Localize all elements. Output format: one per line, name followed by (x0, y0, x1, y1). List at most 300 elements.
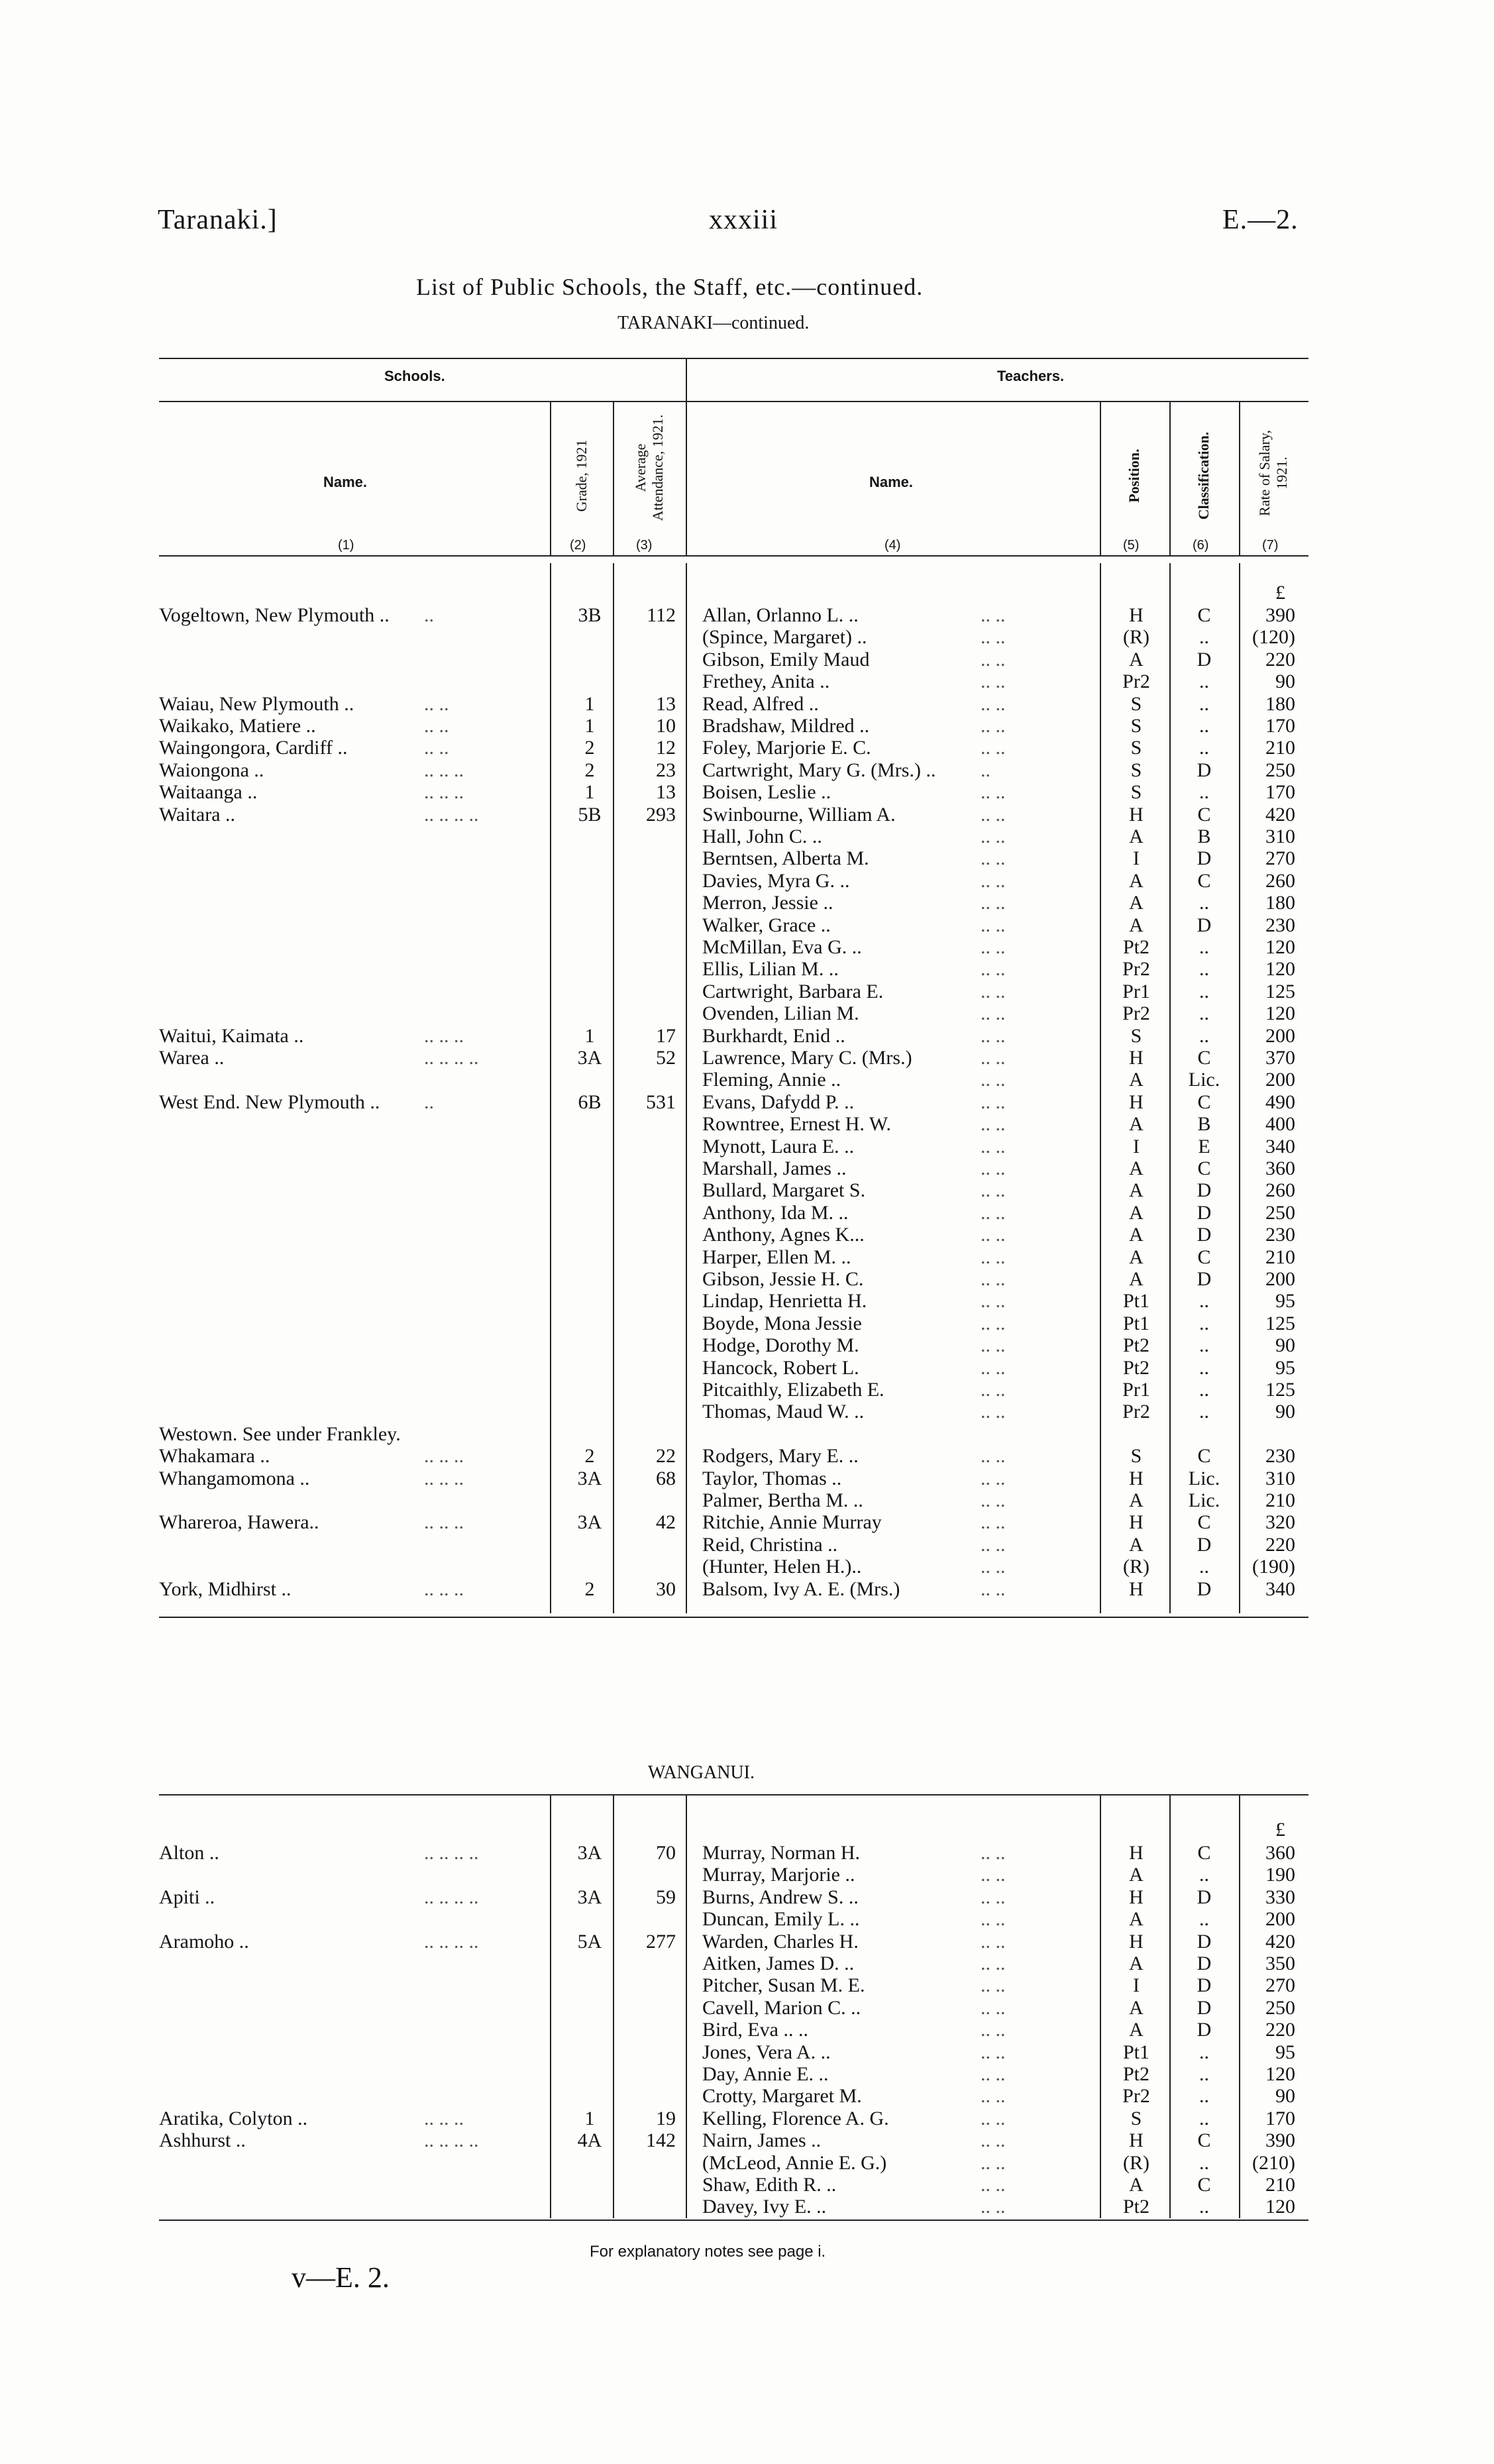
teacher-leader: .. .. (981, 1511, 1006, 1534)
school-leader: .. .. .. .. (424, 1842, 479, 1864)
position: I (1133, 847, 1140, 870)
table-row (0, 2041, 1494, 2063)
teacher-name: Reid, Christina .. (702, 1533, 838, 1556)
position: (R) (1123, 626, 1149, 649)
salary: 170 (1265, 2107, 1295, 2129)
teacher-leader: .. .. (981, 2041, 1006, 2063)
grade: 3A (577, 1842, 602, 1864)
table-row (0, 1268, 1494, 1290)
table-row (0, 1202, 1494, 1224)
teacher-name: Taylor, Thomas .. (702, 1467, 842, 1489)
teacher-name: Gibson, Jessie H. C. (702, 1268, 864, 1290)
position: Pt2 (1122, 2196, 1150, 2218)
classification: B (1197, 826, 1211, 847)
position: Pt1 (1122, 2041, 1150, 2063)
teacher-leader: .. .. (981, 1002, 1006, 1025)
classification: C (1197, 1157, 1211, 1179)
position: A (1129, 1201, 1144, 1224)
salary: 125 (1265, 1312, 1295, 1334)
table-row (0, 2063, 1494, 2085)
teacher-leader: .. .. (981, 1445, 1006, 1468)
currency-symbol-wanganui: £ (1275, 1819, 1285, 1841)
salary: 90 (1275, 670, 1295, 693)
col-num-4: (4) (884, 538, 901, 553)
teacher-leader: .. .. (981, 604, 1006, 626)
classification: .. (1199, 715, 1209, 737)
attendance: 52 (656, 1047, 676, 1069)
classification: C (1197, 604, 1211, 626)
classification-header: Classification. (1195, 431, 1212, 520)
classification: .. (1199, 1356, 1209, 1379)
school-leader: .. .. .. (424, 1445, 464, 1468)
salary: 260 (1265, 869, 1295, 892)
classification: D (1197, 1886, 1212, 1908)
classification: .. (1199, 1908, 1209, 1931)
classification: D (1197, 914, 1212, 936)
classification: .. (1199, 1556, 1209, 1578)
classification: C (1197, 1047, 1211, 1069)
table-row (0, 1179, 1494, 1201)
teacher-name: Swinbourne, William A. (702, 803, 896, 826)
teacher-leader: .. .. (981, 1996, 1006, 2019)
classification: D (1197, 1224, 1212, 1246)
footnote: For explanatory notes see page i. (590, 2243, 826, 2261)
table-row (0, 2019, 1494, 2041)
teacher-leader: .. .. (981, 1467, 1006, 1489)
position: Pt2 (1122, 1356, 1150, 1379)
table-row (0, 1091, 1494, 1113)
teacher-leader: .. .. (981, 936, 1006, 958)
table-row (0, 958, 1494, 980)
position: A (1129, 2174, 1144, 2196)
school-leader: .. .. .. (424, 781, 464, 804)
salary: 125 (1265, 1379, 1295, 1401)
salary: 420 (1265, 1930, 1295, 1953)
classification: D (1197, 847, 1212, 870)
table-row (0, 1069, 1494, 1091)
teacher-name: Davey, Ivy E. .. (702, 2196, 827, 2218)
teacher-leader: .. .. (981, 670, 1006, 693)
teacher-leader: .. .. (981, 2129, 1006, 2152)
teacher-name: Boyde, Mona Jessie (702, 1312, 862, 1334)
teacher-name: Crotty, Margaret M. (702, 2085, 862, 2108)
school-name: Alton .. (159, 1842, 219, 1864)
table-row (0, 1842, 1494, 1864)
salary: 310 (1265, 1467, 1295, 1489)
teacher-leader: .. .. (981, 1091, 1006, 1113)
table-row (0, 892, 1494, 914)
teacher-name: Nairn, James .. (702, 2129, 822, 2152)
teacher-leader: .. .. (981, 2151, 1006, 2174)
teacher-name: (Spince, Margaret) .. (702, 626, 867, 649)
position: Pt1 (1122, 1290, 1150, 1312)
teacher-name: Boisen, Leslie .. (702, 781, 831, 804)
salary: 170 (1265, 781, 1295, 804)
table-row (0, 936, 1494, 958)
school-name: Vogeltown, New Plymouth .. (159, 604, 390, 626)
salary: 320 (1265, 1511, 1295, 1534)
school-name: Aratika, Colyton .. (159, 2107, 308, 2129)
attendance: 23 (656, 759, 676, 781)
school-leader: .. .. .. .. (424, 1047, 479, 1069)
col-num-3: (3) (636, 538, 653, 553)
teacher-name: Lawrence, Mary C. (Mrs.) (702, 1047, 912, 1069)
attendance: 13 (656, 781, 676, 804)
school-name: Waitara .. (159, 803, 236, 826)
salary: 120 (1265, 1002, 1295, 1025)
position: Pr2 (1122, 2085, 1150, 2108)
salary: 210 (1265, 2174, 1295, 2196)
salary: 90 (1275, 2085, 1295, 2108)
table-row (0, 2152, 1494, 2174)
grade: 1 (584, 2107, 595, 2129)
table-row (0, 1113, 1494, 1135)
salary: 390 (1265, 2129, 1295, 2152)
teacher-name: Thomas, Maud W. .. (702, 1401, 865, 1423)
position: Pt2 (1122, 936, 1150, 958)
teacher-leader: .. .. (981, 1953, 1006, 1974)
position: S (1130, 715, 1142, 737)
salary: 360 (1265, 1157, 1295, 1179)
classification: C (1197, 1246, 1211, 1268)
teacher-leader: .. .. (981, 2107, 1006, 2129)
page-number: xxxiii (709, 205, 778, 235)
table-row (0, 804, 1494, 826)
table-row (0, 2085, 1494, 2107)
table-row (0, 914, 1494, 936)
salary: 250 (1265, 759, 1295, 781)
salary: 180 (1265, 892, 1295, 914)
school-name: Whareroa, Hawera.. (159, 1511, 319, 1534)
salary: 230 (1265, 1224, 1295, 1246)
position: H (1129, 604, 1144, 626)
attendance: 12 (656, 737, 676, 759)
position: A (1129, 1996, 1144, 2019)
teacher-name: Harper, Ellen M. .. (702, 1246, 851, 1268)
attendance: 17 (656, 1024, 676, 1047)
teacher-leader: .. (981, 759, 990, 781)
teacher-name: Pitcher, Susan M. E. (702, 1974, 865, 1997)
school-leader: .. .. .. (424, 1511, 464, 1534)
table-row (0, 1886, 1494, 1908)
teacher-leader: .. .. (981, 2196, 1006, 2218)
position: (R) (1123, 2151, 1149, 2174)
position: S (1130, 759, 1142, 781)
table-row (0, 604, 1494, 626)
school-name: Westown. See under Frankley. (159, 1422, 401, 1445)
school-leader: .. .. .. .. (424, 2129, 479, 2152)
position: A (1129, 1489, 1144, 1511)
table-row (0, 759, 1494, 781)
page-title: List of Public Schools, the Staff, etc.—continued. (416, 274, 924, 300)
teacher-name: Anthony, Ida M. .. (702, 1201, 849, 1224)
col-num-6: (6) (1193, 538, 1209, 553)
classification: C (1197, 869, 1211, 892)
school-leader: .. (424, 1091, 434, 1113)
salary: 95 (1275, 1290, 1295, 1312)
teacher-name: Hodge, Dorothy M. (702, 1334, 859, 1357)
salary: 420 (1265, 803, 1295, 826)
salary: 120 (1265, 936, 1295, 958)
teacher-name-header: Name. (869, 474, 914, 490)
salary: 200 (1265, 1268, 1295, 1290)
position: H (1129, 1886, 1144, 1908)
table-row (0, 1224, 1494, 1246)
classification: D (1197, 1996, 1212, 2019)
classification: D (1197, 2019, 1212, 2041)
position: A (1129, 1908, 1144, 1931)
position: S (1130, 692, 1142, 715)
grade: 3A (577, 1047, 602, 1069)
table-row (0, 1578, 1494, 1600)
teacher-name: Lindap, Henrietta H. (702, 1290, 867, 1312)
grade: 5B (578, 803, 602, 826)
grade: 2 (584, 1578, 595, 1600)
col-num-2: (2) (570, 538, 586, 553)
table-row (0, 1445, 1494, 1467)
classification: .. (1199, 1290, 1209, 1312)
salary: 170 (1265, 715, 1295, 737)
table-row (0, 1908, 1494, 1930)
teacher-name: Foley, Marjorie E. C. (702, 737, 871, 759)
teacher-name: Read, Alfred .. (702, 692, 819, 715)
table-row (0, 1468, 1494, 1489)
classification: .. (1199, 2063, 1209, 2085)
position: S (1130, 781, 1142, 804)
table-row (0, 2174, 1494, 2196)
classification: D (1197, 1268, 1212, 1290)
teacher-leader: .. .. (981, 1179, 1006, 1202)
school-name: West End. New Plymouth .. (159, 1091, 380, 1113)
teacher-name: Merron, Jessie .. (702, 892, 833, 914)
table-row (0, 693, 1494, 715)
grade: 1 (584, 692, 595, 715)
school-name: Waingongora, Cardiff .. (159, 737, 348, 759)
school-name: Whakamara .. (159, 1445, 270, 1468)
school-name: Whangamomona .. (159, 1467, 310, 1489)
position-header: Position. (1126, 449, 1142, 503)
attendance: 10 (656, 715, 676, 737)
teacher-name: Allan, Orlanno L. .. (702, 604, 859, 626)
position: H (1129, 1930, 1144, 1953)
salary: 210 (1265, 1489, 1295, 1511)
teacher-name: Pitcaithly, Elizabeth E. (702, 1379, 884, 1401)
grade-header: Grade, 1921 (573, 439, 590, 512)
teacher-leader: .. .. (981, 847, 1006, 870)
teacher-name: Bullard, Margaret S. (702, 1179, 866, 1202)
teacher-leader: .. .. (981, 1974, 1006, 1997)
salary: 260 (1265, 1179, 1295, 1202)
currency-symbol: £ (1275, 582, 1285, 604)
teacher-leader: .. .. (981, 1842, 1006, 1864)
position: Pt2 (1122, 2063, 1150, 2085)
school-leader: .. .. (424, 715, 449, 737)
position: Pr2 (1122, 1401, 1150, 1423)
teacher-name: Marshall, James .. (702, 1157, 847, 1179)
salary: 230 (1265, 1445, 1295, 1468)
teacher-leader: .. .. (981, 1268, 1006, 1290)
teacher-leader: .. .. (981, 958, 1006, 981)
school-leader: .. .. (424, 692, 449, 715)
position: Pr1 (1122, 980, 1150, 1002)
classification: D (1197, 1953, 1212, 1974)
school-leader: .. .. (424, 737, 449, 759)
salary: 200 (1265, 1908, 1295, 1931)
table-row (0, 1931, 1494, 1953)
school-name: Warea .. (159, 1047, 225, 1069)
teacher-name: Walker, Grace .. (702, 914, 831, 936)
position: I (1133, 1135, 1140, 1157)
table-row (0, 1423, 1494, 1445)
position: S (1130, 1024, 1142, 1047)
grade: 2 (584, 1445, 595, 1468)
salary: 180 (1265, 692, 1295, 715)
salary: 250 (1265, 1996, 1295, 2019)
classification: .. (1199, 2151, 1209, 2174)
table-row (0, 1489, 1494, 1511)
salary: 120 (1265, 2196, 1295, 2218)
teacher-leader: .. .. (981, 1908, 1006, 1931)
teacher-name: Cartwright, Mary G. (Mrs.) .. (702, 759, 936, 781)
teacher-leader: .. .. (981, 1401, 1006, 1423)
teacher-leader: .. .. (981, 892, 1006, 914)
classification: C (1197, 2129, 1211, 2152)
classification: .. (1199, 1379, 1209, 1401)
table-row (0, 1556, 1494, 1578)
col-num-1: (1) (338, 538, 354, 553)
classification: .. (1199, 692, 1209, 715)
position: A (1129, 1268, 1144, 1290)
salary: 220 (1265, 2019, 1295, 2041)
position: (R) (1123, 1556, 1149, 1578)
school-leader: .. .. .. .. (424, 803, 479, 826)
teacher-name: Mynott, Laura E. .. (702, 1135, 855, 1157)
salary: 90 (1275, 1401, 1295, 1423)
salary: 340 (1265, 1578, 1295, 1600)
table-row (0, 981, 1494, 1002)
classification: .. (1199, 1401, 1209, 1423)
attendance: 277 (646, 1930, 676, 1953)
school-leader: .. .. .. .. (424, 1930, 479, 1953)
position: A (1129, 1953, 1144, 1974)
position: A (1129, 648, 1144, 670)
school-name: Waiau, New Plymouth .. (159, 692, 354, 715)
position: H (1129, 1842, 1144, 1864)
teacher-name: Cavell, Marion C. .. (702, 1996, 861, 2019)
teacher-name: Burns, Andrew S. .. (702, 1886, 859, 1908)
teacher-name: Frethey, Anita .. (702, 670, 830, 693)
classification: Lic. (1188, 1467, 1220, 1489)
table-row (0, 1136, 1494, 1157)
school-name: Waiongona .. (159, 759, 264, 781)
salary: 400 (1265, 1113, 1295, 1136)
school-leader: .. .. .. (424, 759, 464, 781)
teacher-name: Jones, Vera A. .. (702, 2041, 831, 2063)
teacher-leader: .. .. (981, 1069, 1006, 1091)
position: A (1129, 1069, 1144, 1091)
teacher-name: Ritchie, Annie Murray (702, 1511, 882, 1534)
position: Pt1 (1122, 1312, 1150, 1334)
teacher-leader: .. .. (981, 980, 1006, 1002)
salary: 340 (1265, 1135, 1295, 1157)
table-row (0, 2196, 1494, 2218)
classification: D (1197, 759, 1212, 781)
wanganui-heading: WANGANUI. (648, 1762, 755, 1783)
classification: C (1197, 803, 1211, 826)
salary: 250 (1265, 1201, 1295, 1224)
position: A (1129, 826, 1144, 847)
position: H (1129, 803, 1144, 826)
col-num-5: (5) (1123, 538, 1140, 553)
school-leader: .. .. .. (424, 2107, 464, 2129)
attendance: 30 (656, 1578, 676, 1600)
position: A (1129, 1179, 1144, 1202)
running-head-right: E.—2. (1222, 205, 1299, 235)
teacher-leader: .. .. (981, 737, 1006, 759)
classification: D (1197, 1930, 1212, 1953)
salary: 370 (1265, 1047, 1295, 1069)
schools-header: Schools. (384, 368, 445, 384)
position: A (1129, 1113, 1144, 1136)
position: H (1129, 1511, 1144, 1534)
teacher-name: Davies, Myra G. .. (702, 869, 850, 892)
position: H (1129, 1091, 1144, 1113)
classification: .. (1199, 2107, 1209, 2129)
salary: 210 (1265, 737, 1295, 759)
position: A (1129, 914, 1144, 936)
teacher-leader: .. .. (981, 648, 1006, 670)
teacher-leader: .. .. (981, 2174, 1006, 2196)
attendance: 531 (646, 1091, 676, 1113)
classification: .. (1199, 1334, 1209, 1357)
school-name: Ashhurst .. (159, 2129, 246, 2152)
grade: 2 (584, 737, 595, 759)
classification: .. (1199, 626, 1209, 649)
table-row (0, 2108, 1494, 2129)
position: H (1129, 1047, 1144, 1069)
position: H (1129, 1467, 1144, 1489)
classification: D (1197, 1179, 1212, 1202)
grade: 1 (584, 715, 595, 737)
teacher-leader: .. .. (981, 1334, 1006, 1357)
teacher-leader: .. .. (981, 1224, 1006, 1246)
teacher-name: Anthony, Agnes K... (702, 1224, 865, 1246)
position: S (1130, 737, 1142, 759)
position: A (1129, 892, 1144, 914)
classification: .. (1199, 1312, 1209, 1334)
table-row (0, 1047, 1494, 1069)
signature-mark: v—E. 2. (292, 2261, 390, 2294)
attendance: 68 (656, 1467, 676, 1489)
teacher-leader: .. .. (981, 1864, 1006, 1886)
teacher-name: Kelling, Florence A. G. (702, 2107, 889, 2129)
school-leader: .. .. .. (424, 1467, 464, 1489)
table-row (0, 737, 1494, 759)
position: Pt2 (1122, 1334, 1150, 1357)
classification: .. (1199, 2196, 1209, 2218)
classification: .. (1199, 2085, 1209, 2108)
attendance: 142 (646, 2129, 676, 2152)
table-row (0, 781, 1494, 803)
position: S (1130, 2107, 1142, 2129)
table-row (0, 1953, 1494, 1974)
teacher-leader: .. .. (981, 914, 1006, 936)
classification: D (1197, 1533, 1212, 1556)
teacher-name: Ovenden, Lilian M. (702, 1002, 859, 1025)
teacher-name: McMillan, Eva G. .. (702, 936, 862, 958)
teacher-leader: .. .. (981, 1290, 1006, 1312)
salary: 120 (1265, 2063, 1295, 2085)
